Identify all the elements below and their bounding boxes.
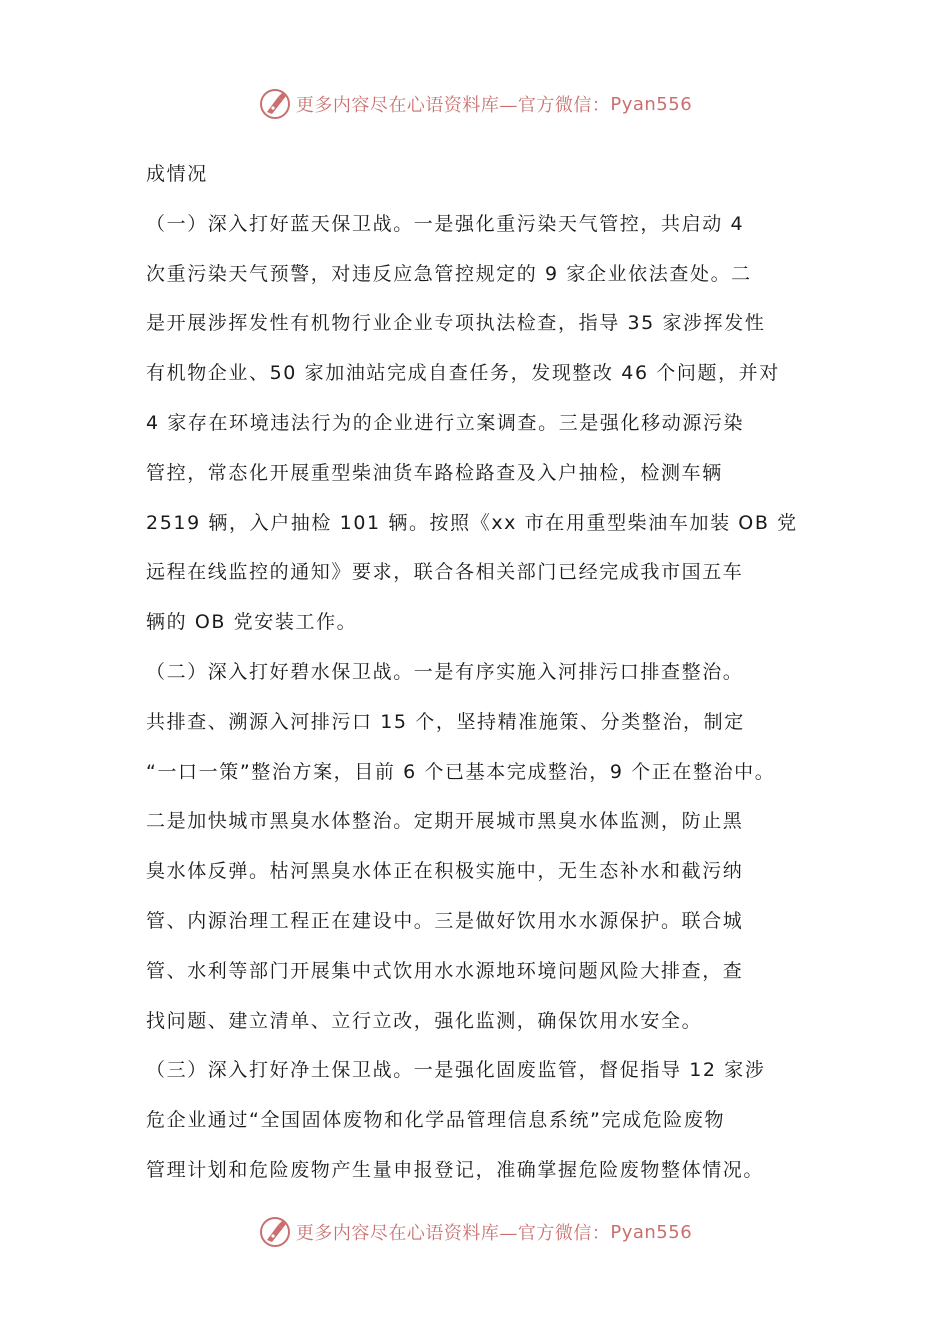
header-watermark — [0, 84, 950, 124]
text-line: 管理计划和危险废物产生量申报登记，准确掌握危险废物整体情况。 — [146, 1158, 765, 1181]
text-line: 有机物企业、50 家加油站完成自查任务，发现整改 46 个问题，并对 — [146, 362, 780, 385]
text-line: 共排查、溯源入河排污口 15 个，坚持精准施策、分类整治，制定 — [146, 710, 745, 733]
text-line: 管、水利等部门开展集中式饮用水水源地环境问题风险大排查，查 — [146, 959, 744, 982]
text-line: （二）深入打好碧水保卫战。一是有序实施入河排污口排查整治。 — [146, 660, 744, 683]
text-line: 2519 辆，入户抽检 101 辆。按照《xx 市在用重型柴油车加装 OB 党 — [146, 511, 798, 534]
pen-nib-circle-icon — [258, 87, 292, 121]
text-line: 管控，常态化开展重型柴油货车路检路查及入户抽检，检测车辆 — [146, 461, 723, 484]
watermark-text-latin: Pyan556 — [610, 1221, 693, 1243]
watermark-text-cn: 更多内容尽在心语资料库—官方微信： — [295, 1223, 611, 1244]
text-line: 管、内源治理工程正在建设中。三是做好饮用水水源保护。联合城 — [146, 909, 744, 932]
text-line: 远程在线监控的通知》要求，联合各相关部门已经完成我市国五车 — [146, 561, 744, 584]
text-line: 危企业通过“全国固体废物和化学品管理信息系统”完成危险废物 — [146, 1109, 726, 1132]
pen-nib-circle-icon — [258, 1215, 292, 1249]
text-line: 次重污染天气预警，对违反应急管控规定的 9 家企业依法查处。二 — [146, 262, 752, 285]
text-line: 二是加快城市黑臭水体整治。定期开展城市黑臭水体监测，防止黑 — [146, 810, 744, 833]
text-line: 是开展涉挥发性有机物行业企业专项执法检查，指导 35 家涉挥发性 — [146, 312, 766, 335]
text-line: 4 家存在环境违法行为的企业进行立案调查。三是强化移动源污染 — [146, 411, 745, 434]
text-line: 成情况 — [146, 163, 208, 185]
watermark-text-latin: Pyan556 — [610, 93, 693, 115]
document-body — [146, 150, 816, 1196]
text-line: （一）深入打好蓝天保卫战。一是强化重污染天气管控，共启动 4 — [146, 212, 745, 235]
text-line: 找问题、建立清单、立行立改，强化监测，确保饮用水安全。 — [146, 1009, 703, 1032]
text-line: （三）深入打好净土保卫战。一是强化固废监管，督促指导 12 家涉 — [146, 1059, 766, 1082]
text-line: 辆的 OB 党安装工作。 — [146, 611, 358, 634]
text-line: “一口一策”整治方案，目前 6 个已基本完成整治，9 个正在整治中。 — [146, 760, 776, 783]
footer-watermark — [0, 1212, 950, 1252]
text-line: 臭水体反弹。枯河黑臭水体正在积极实施中，无生态补水和截污纳 — [146, 860, 744, 883]
watermark-text-cn: 更多内容尽在心语资料库—官方微信： — [295, 95, 611, 116]
